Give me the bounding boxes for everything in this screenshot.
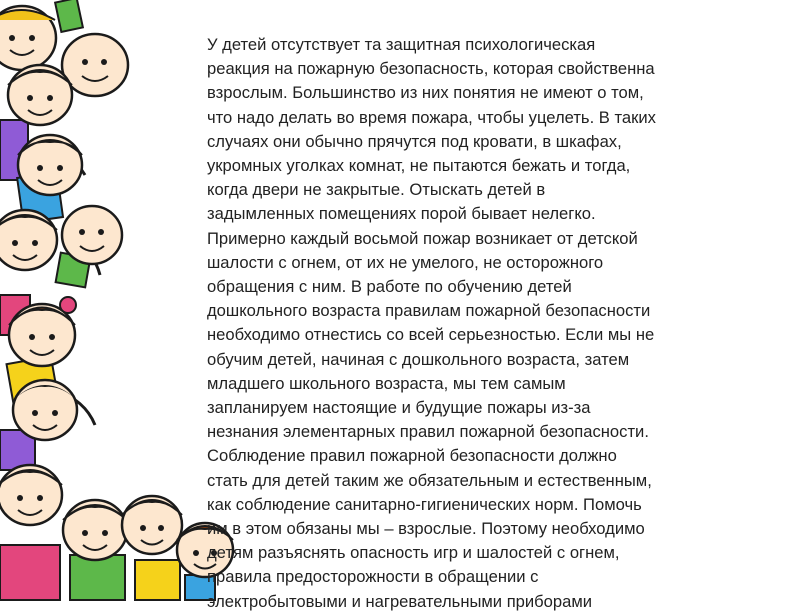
- text-line: запланируем настоящие и будущие пожары из-за: [207, 398, 591, 418]
- text-line: незнания элементарных правил пожарной безопасности.: [207, 422, 649, 442]
- text-line: задымленных помещениях порой бывает нелегко.: [207, 204, 596, 224]
- text-line: стать для детей таким же обязательным и естественным,: [207, 470, 652, 490]
- text-line: реакция на пожарную безопасность, которая свойственна: [207, 59, 655, 79]
- body-text: [207, 33, 777, 614]
- text-line: как соблюдение санитарно-гигиенических норм. Помочь: [207, 494, 642, 514]
- text-line: младшего школьного возраста, мы тем самым: [207, 373, 566, 393]
- text-line: когда двери не закрытые. Отыскать детей в: [207, 180, 546, 200]
- text-line: шалости с огнем, от их не умелого, не осторожного: [207, 252, 604, 272]
- text-line: правила предосторожности в обращении с: [207, 567, 539, 587]
- text-line: им в этом обязаны мы – взрослые. Поэтому необходимо: [207, 519, 645, 539]
- text-line: что надо делать во время пожара, чтобы уцелеть. В таких: [207, 107, 656, 127]
- text-line: необходимо отнестись со всей серьезностью. Если мы не: [207, 325, 655, 345]
- text-line: У детей отсутствует та защитная психологическая: [207, 35, 596, 54]
- text-line: электробытовыми и нагревательными приборами: [207, 591, 593, 611]
- text-line: обращения с ним. В работе по обучению детей: [207, 277, 572, 297]
- text-line: обучим детей, начиная с дошкольного возраста, затем: [207, 349, 630, 369]
- text-line: дошкольного возраста правилам пожарной безопасности: [207, 301, 651, 321]
- text-line: Примерно каждый восьмой пожар возникает от детской: [207, 228, 638, 248]
- text-line: детям разъяснять опасность игр и шалостей с огнем,: [207, 543, 620, 563]
- text-line: Соблюдение правил пожарной безопасности должно: [207, 446, 617, 466]
- text-line: случаях они обычно прячутся под кровати, в шкафах,: [207, 131, 622, 151]
- text-line: укромных уголках комнат, не пытаются бежать и тогда,: [207, 156, 631, 176]
- text-line: взрослым. Большинство из них понятия не имеют о том,: [207, 83, 644, 103]
